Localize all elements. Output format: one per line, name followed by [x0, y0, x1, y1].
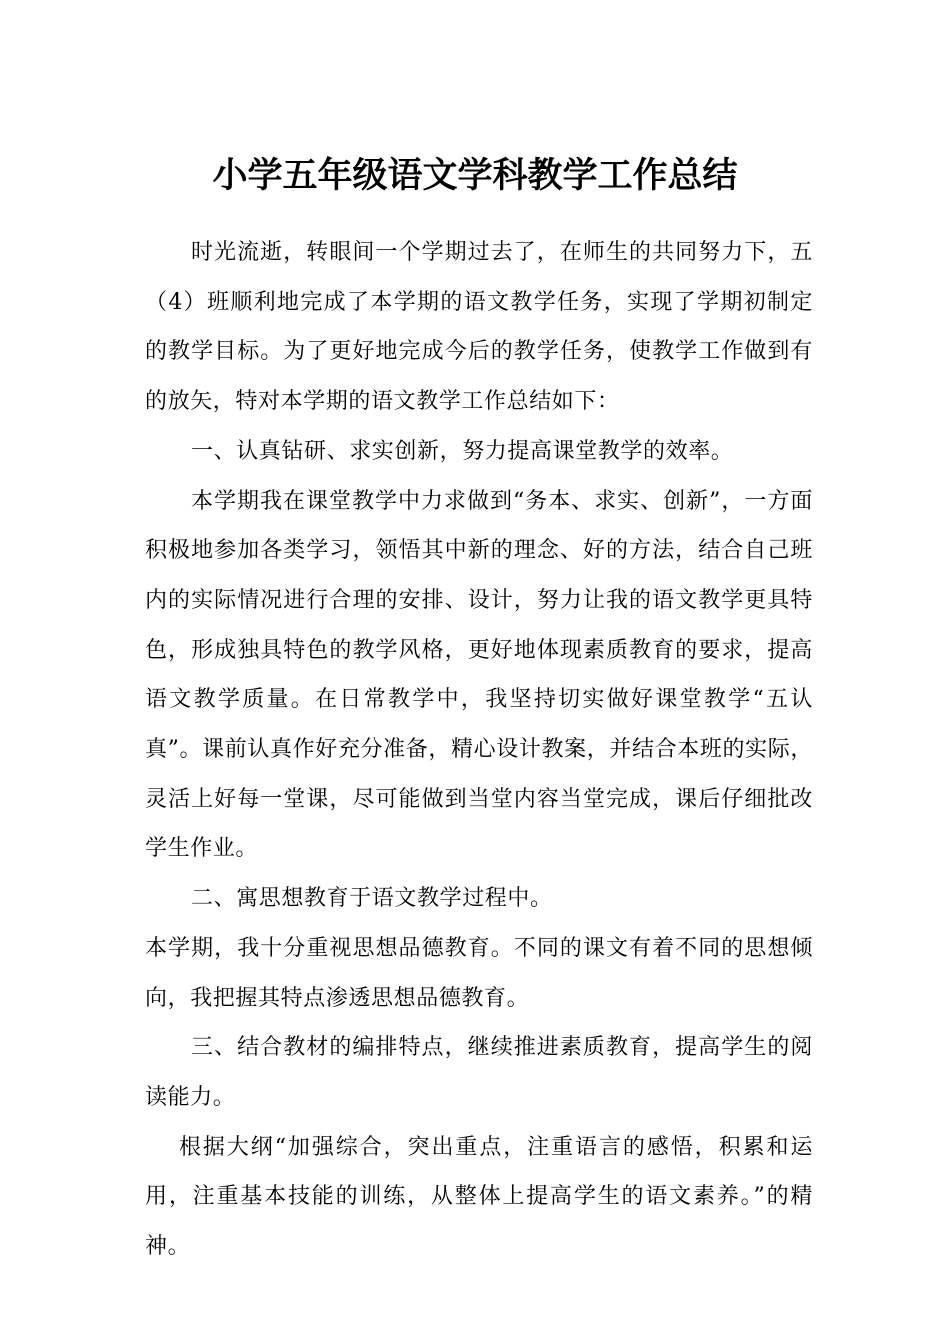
document-body [145, 228, 813, 1272]
section-heading-2: 二、寓思想教育于语文教学过程中。 [191, 886, 553, 912]
section-heading-3: 三、结合教材的编排特点，继续推进素质教育，提高学生的阅读能力。 [145, 1035, 813, 1110]
section-3-paragraph: 根据大纲“加强综合，突出重点，注重语言的感悟，积累和运用，注重基本技能的训练，从整体上提高学生的语文素养。”的精神。 [145, 1134, 813, 1260]
section-1-paragraph: 本学期我在课堂教学中力求做到“务本、求实、创新”，一方面积极地参加各类学习，领悟其中新的理念、好的方法，结合自己班内的实际情况进行合理的安排、设计，努力让我的语文教学更具特色，形成独具特色的教学风格，更好地体现素质教育的要求，提高语文教学质量。在日常教学中，我坚持切实做好课堂教学“五认真”。课前认真作好充分准备，精心设计教案，并结合本班的实际，灵活上好每一堂课，尽可能做到当堂内容当堂完成，课后仔细批改学生作业。 [145, 488, 813, 862]
document-title: 小学五年级语文学科教学工作总结 [212, 156, 738, 197]
intro-paragraph: 时光流逝，转眼间一个学期过去了，在师生的共同努力下，五（4）班顺利地完成了本学期的语文教学任务，实现了学期初制定的教学目标。为了更好地完成今后的教学任务，使教学工作做到有的放矢，特对本学期的语文教学工作总结如下： [145, 240, 813, 415]
section-heading-1: 一、认真钻研、求实创新，努力提高课堂教学的效率。 [191, 438, 734, 464]
section-2-paragraph: 本学期，我十分重视思想品德教育。不同的课文有着不同的思想倾向，我把握其特点渗透思想品德教育。 [145, 935, 813, 1011]
